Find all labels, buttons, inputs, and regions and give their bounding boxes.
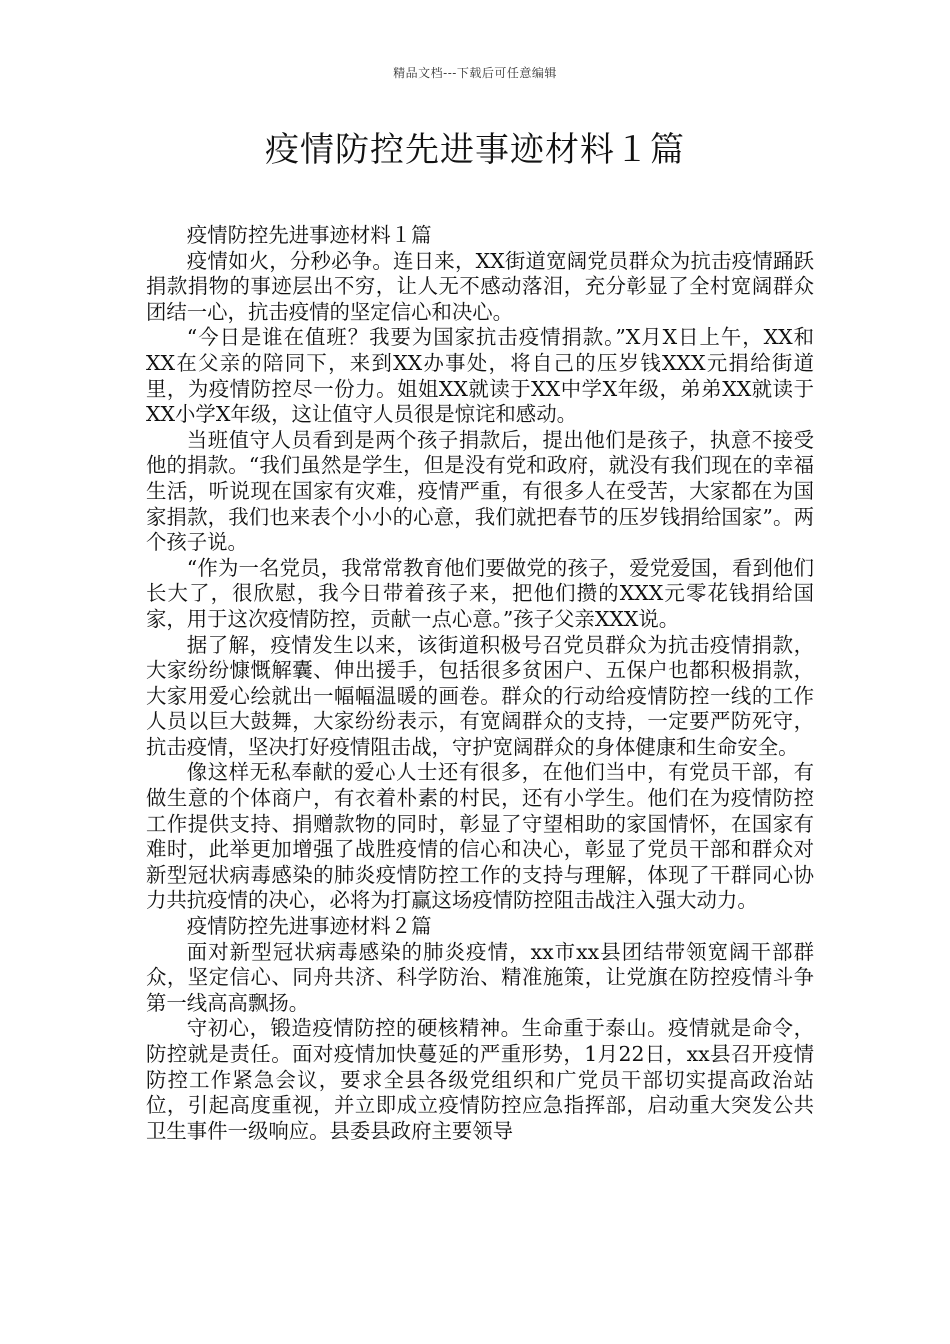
paragraph: 当班值守人员看到是两个孩子捐款后，提出他们是孩子，执意不接受他的捐款。“我们虽然是学生，但是没有党和政府，就没有我们现在的幸福生活，听说现在国家有灾难，疫情严重，有很多人在受苦，大家都在为国家捐款，我们也来表个小小的心意，我们就把春节的压岁钱捐给国家”。两个孩子说。	[146, 427, 814, 555]
document-body	[146, 223, 814, 1144]
paragraph: 像这样无私奉献的爱心人士还有很多，在他们当中，有党员干部，有做生意的个体商户，有衣着朴素的村民，还有小学生。他们在为疫情防控工作提供支持、捐赠款物的同时，彰显了守望相助的家国情怀，在国家有难时，此举更加增强了战胜疫情的信心和决心，彰显了党员干部和群众对新型冠状病毒感染的肺炎疫情防控工作的支持与理解，体现了干群同心协力共抗疫情的决心，必将为打赢这场疫情防控阻击战注入强大动力。	[146, 760, 814, 913]
paragraph: 据了解，疫情发生以来，该街道积极号召党员群众为抗击疫情捐款，大家纷纷慷慨解囊、伸出援手，包括很多贫困户、五保户也都积极捐款，大家用爱心绘就出一幅幅温暖的画卷。群众的行动给疫情防控一线的工作人员以巨大鼓舞，大家纷纷表示，有宽阔群众的支持，一定要严防死守，抗击疫情，坚决打好疫情阻击战，守护宽阔群众的身体健康和生命安全。	[146, 632, 814, 759]
section-heading-2: 疫情防控先进事迹材料２篇	[186, 914, 432, 939]
paragraph: 守初心，锻造疫情防控的硬核精神。生命重于泰山。疫情就是命令，防控就是责任。面对疫情加快蔓延的严重形势，1月22日，xx县召开疫情防控工作紧急会议，要求全县各级党组织和广党员干部切实提高政治站位，引起高度重视，并立即成立疫情防控应急指挥部，启动重大突发公共卫生事件一级响应。县委县政府主要领导	[146, 1016, 814, 1143]
paragraph: 面对新型冠状病毒感染的肺炎疫情，xx市xx县团结带领宽阔干部群众，坚定信心、同舟共济、科学防治、精准施策，让党旗在防控疫情斗争第一线高高飘扬。	[146, 939, 814, 1015]
header-note: 精品文档---下载后可任意编辑	[393, 66, 557, 80]
paragraph: 疫情如火，分秒必争。连日来，XX街道宽阔党员群众为抗击疫情踊跃捐款捐物的事迹层出不穷，让人无不感动落泪，充分彰显了全村宽阔群众团结一心，抗击疫情的坚定信心和决心。	[146, 248, 814, 324]
paragraph: “作为一名党员，我常常教育他们要做党的孩子，爱党爱国，看到他们长大了，很欣慰，我今日带着孩子来，把他们攒的XXX元零花钱捐给国家，用于这次疫情防控，贡献一点心意。”孩子父亲XXX说。	[146, 555, 814, 631]
section-heading-1: 疫情防控先进事迹材料１篇	[186, 223, 432, 247]
paragraph: “今日是谁在值班？我要为国家抗击疫情捐款。”X月X日上午，XX和XX在父亲的陪同下，来到XX办事处，将自己的压岁钱XXX元捐给街道里，为疫情防控尽一份力。姐姐XX就读于XX中学X年级，弟弟XX就读于XX小学X年级，这让值守人员很是惊诧和感动。	[146, 325, 814, 427]
document-title: 疫情防控先进事迹材料１篇	[265, 130, 685, 170]
